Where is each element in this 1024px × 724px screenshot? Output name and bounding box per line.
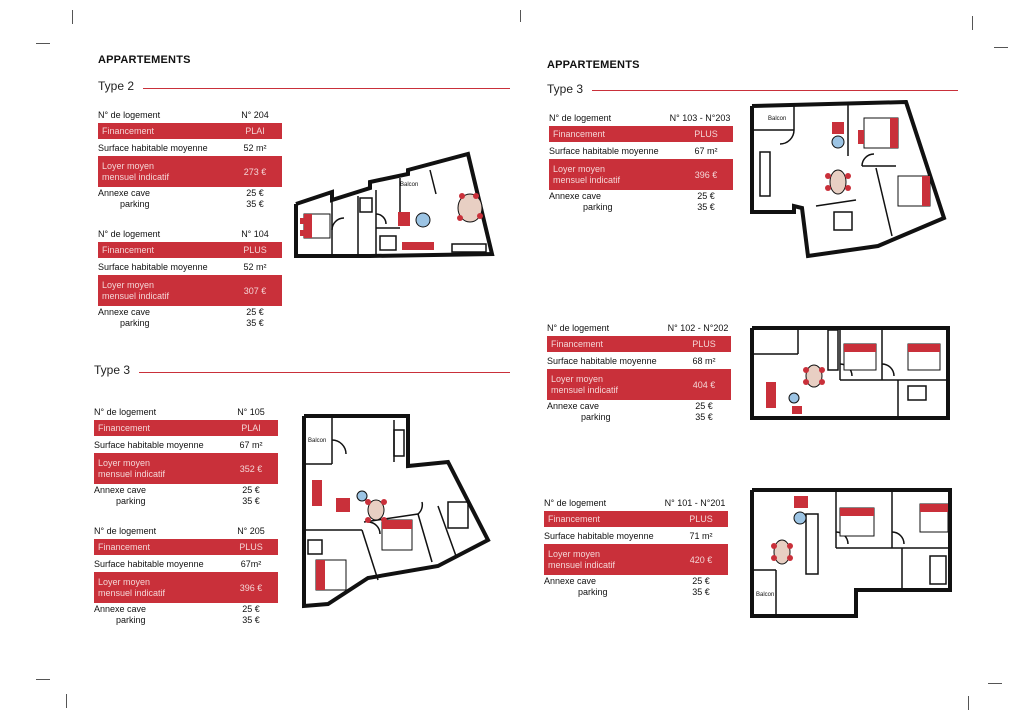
surface-label: Surface habitable moyenne xyxy=(549,145,659,156)
num-value: N° 104 xyxy=(241,229,269,239)
num-label: N° de logement xyxy=(94,526,157,536)
financement-label: Financement xyxy=(98,423,151,433)
loyer-label: Loyer moyen xyxy=(551,373,604,384)
apartment-spec-204 xyxy=(98,108,282,211)
cave-value: 25 € xyxy=(695,401,713,411)
loyer-label-2: mensuel indicatif xyxy=(548,559,616,570)
surface-label: Surface habitable moyenne xyxy=(98,142,208,153)
parking-label: parking xyxy=(116,496,146,506)
loyer-label: Loyer moyen xyxy=(98,457,151,468)
financement-label: Financement xyxy=(102,126,155,136)
loyer-value: 396 € xyxy=(694,169,718,180)
apartment-spec-102-202 xyxy=(547,321,731,424)
surface-label: Surface habitable moyenne xyxy=(98,261,208,272)
parking-value: 35 € xyxy=(692,587,710,597)
surface-value: 67 m² xyxy=(239,439,263,450)
num-label: N° de logement xyxy=(98,229,161,239)
parking-label: parking xyxy=(120,199,150,209)
loyer-label: Loyer moyen xyxy=(102,160,155,171)
num-label: N° de logement xyxy=(549,113,612,123)
parking-value: 35 € xyxy=(697,202,715,212)
loyer-label-2: mensuel indicatif xyxy=(102,171,170,182)
page-heading: APPARTEMENTS xyxy=(547,59,640,71)
loyer-label-2: mensuel indicatif xyxy=(98,468,166,479)
floor-plan-type3 xyxy=(298,410,498,610)
floor-plan-103-203 xyxy=(746,100,956,262)
type-label: Type 2 xyxy=(98,79,135,93)
type-rule xyxy=(139,372,510,373)
num-value: N° 204 xyxy=(241,110,269,120)
parking-value: 35 € xyxy=(695,412,713,422)
loyer-value: 307 € xyxy=(243,285,267,296)
parking-value: 35 € xyxy=(246,318,264,328)
loyer-value: 396 € xyxy=(239,582,263,593)
parking-label: parking xyxy=(578,587,608,597)
balcon-label: Balcon xyxy=(308,438,327,444)
right-page xyxy=(512,0,1024,724)
balcon-label: Balcon xyxy=(768,116,787,122)
financement-value: PLUS xyxy=(239,542,263,552)
type-rule xyxy=(143,88,510,89)
surface-label: Surface habitable moyenne xyxy=(547,355,657,366)
cave-label: Annexe cave xyxy=(544,576,597,586)
num-value: N° 105 xyxy=(237,407,265,417)
cave-label: Annexe cave xyxy=(547,401,600,411)
loyer-label: Loyer moyen xyxy=(102,279,155,290)
cave-value: 25 € xyxy=(692,576,710,586)
loyer-label: Loyer moyen xyxy=(548,548,601,559)
parking-value: 35 € xyxy=(242,615,260,625)
parking-value: 35 € xyxy=(242,496,260,506)
financement-value: PLUS xyxy=(694,129,718,139)
floor-plan-101-201 xyxy=(746,484,956,622)
financement-value: PLAI xyxy=(245,126,265,136)
financement-value: PLUS xyxy=(692,339,716,349)
type-label: Type 3 xyxy=(94,363,131,377)
surface-value: 67 m² xyxy=(694,145,718,156)
loyer-label-2: mensuel indicatif xyxy=(553,174,621,185)
financement-label: Financement xyxy=(548,514,601,524)
parking-label: parking xyxy=(120,318,150,328)
cave-value: 25 € xyxy=(242,604,260,614)
num-value: N° 103 - N°203 xyxy=(669,113,731,123)
num-label: N° de logement xyxy=(94,407,157,417)
loyer-value: 273 € xyxy=(243,166,267,177)
apartment-spec-105 xyxy=(94,405,278,508)
type-rule xyxy=(592,90,958,91)
cave-value: 25 € xyxy=(246,307,264,317)
financement-value: PLAI xyxy=(241,423,261,433)
apartment-spec-103-203 xyxy=(549,111,733,214)
page-heading: APPARTEMENTS xyxy=(98,54,191,66)
financement-label: Financement xyxy=(102,245,155,255)
financement-label: Financement xyxy=(551,339,604,349)
num-label: N° de logement xyxy=(98,110,161,120)
apartment-spec-205 xyxy=(94,524,278,627)
cave-label: Annexe cave xyxy=(98,307,151,317)
parking-label: parking xyxy=(583,202,613,212)
loyer-value: 352 € xyxy=(239,463,263,474)
surface-value: 52 m² xyxy=(243,261,267,272)
financement-value: PLUS xyxy=(689,514,713,524)
loyer-label: Loyer moyen xyxy=(553,163,606,174)
surface-value: 71 m² xyxy=(689,530,713,541)
type-label: Type 3 xyxy=(547,82,584,96)
loyer-label: Loyer moyen xyxy=(98,576,151,587)
num-value: N° 102 - N°202 xyxy=(667,323,729,333)
apartment-spec-101-201 xyxy=(544,496,728,599)
cave-label: Annexe cave xyxy=(94,485,147,495)
surface-value: 52 m² xyxy=(243,142,267,153)
cave-label: Annexe cave xyxy=(549,191,602,201)
loyer-label-2: mensuel indicatif xyxy=(98,587,166,598)
surface-value: 68 m² xyxy=(692,355,716,366)
balcon-label: Balcon xyxy=(756,592,775,598)
parking-label: parking xyxy=(116,615,146,625)
num-label: N° de logement xyxy=(544,498,607,508)
num-value: N° 101 - N°201 xyxy=(664,498,726,508)
apartment-spec-104 xyxy=(98,227,282,330)
cave-value: 25 € xyxy=(246,188,264,198)
parking-value: 35 € xyxy=(246,199,264,209)
loyer-label-2: mensuel indicatif xyxy=(551,384,619,395)
loyer-value: 420 € xyxy=(689,554,713,565)
floor-plan-102-202 xyxy=(748,324,954,424)
cave-value: 25 € xyxy=(697,191,715,201)
cave-label: Annexe cave xyxy=(98,188,151,198)
num-value: N° 205 xyxy=(237,526,265,536)
cave-label: Annexe cave xyxy=(94,604,147,614)
parking-label: parking xyxy=(581,412,611,422)
financement-label: Financement xyxy=(553,129,606,139)
floor-plan-type2 xyxy=(290,150,500,262)
financement-label: Financement xyxy=(98,542,151,552)
balcon-label: Balcon xyxy=(400,182,419,188)
surface-label: Surface habitable moyenne xyxy=(94,558,204,569)
surface-label: Surface habitable moyenne xyxy=(544,530,654,541)
financement-value: PLUS xyxy=(243,245,267,255)
surface-value: 67m² xyxy=(240,558,262,569)
num-label: N° de logement xyxy=(547,323,610,333)
surface-label: Surface habitable moyenne xyxy=(94,439,204,450)
loyer-label-2: mensuel indicatif xyxy=(102,290,170,301)
loyer-value: 404 € xyxy=(692,379,716,390)
cave-value: 25 € xyxy=(242,485,260,495)
